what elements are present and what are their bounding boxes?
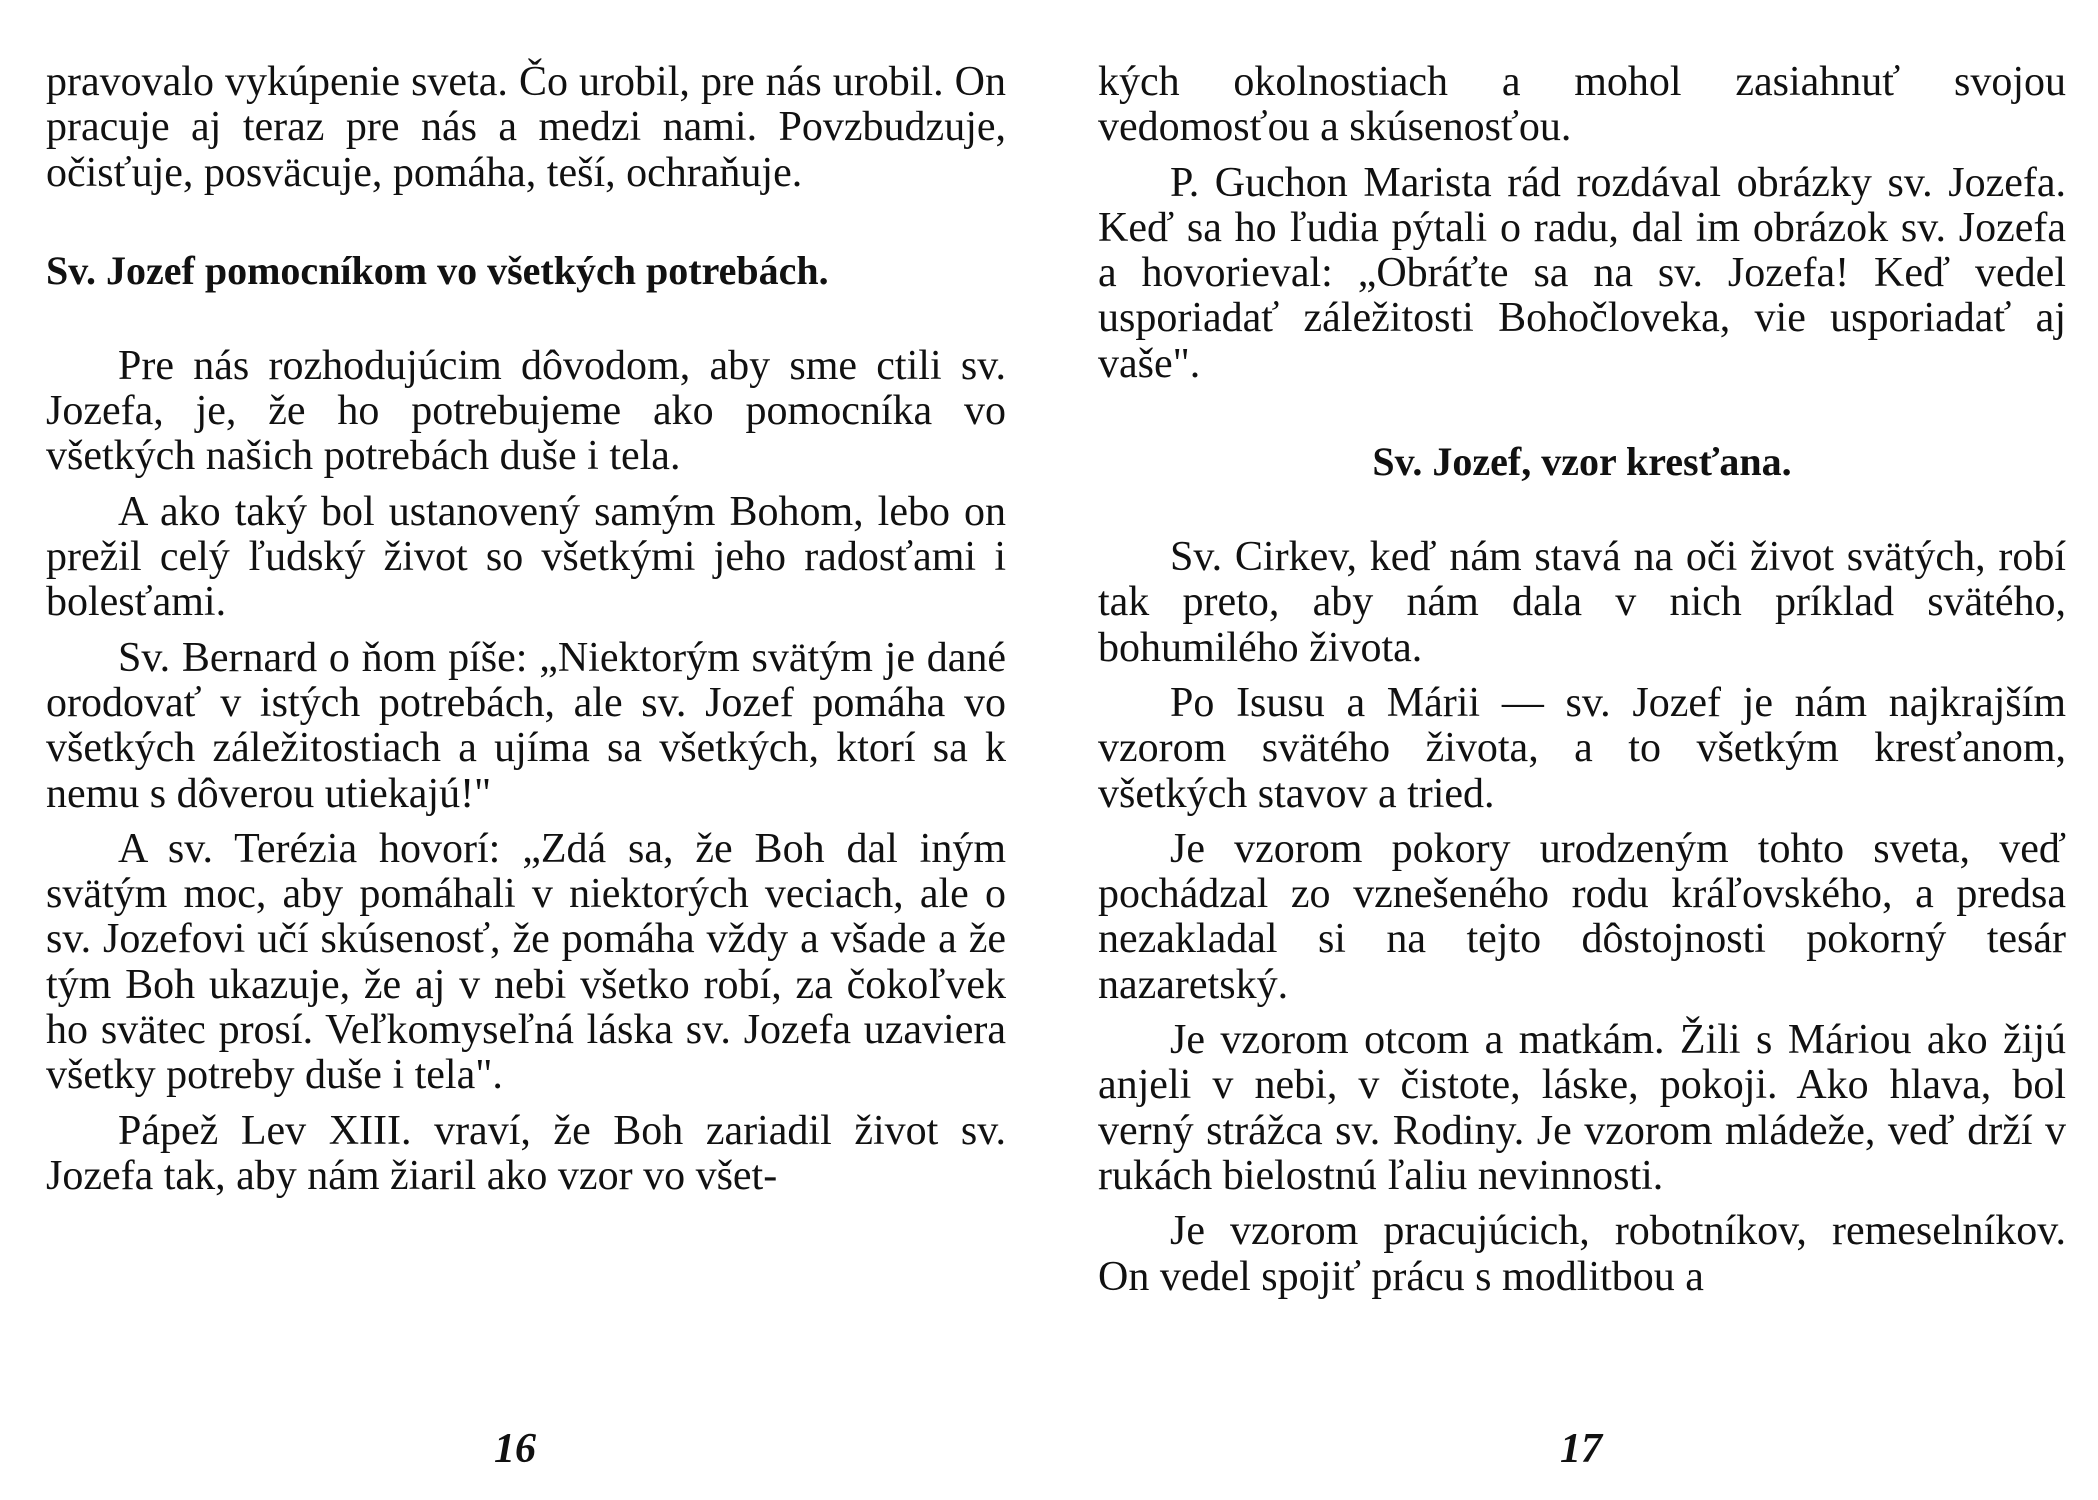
right-page: [1098, 60, 2066, 1300]
right-paragraph-3: Po Isusu a Márii — sv. Jozef je nám najkrajším vzorom svätého života, a to všetkým kresťanom, všetkých stavov a tried.: [1098, 679, 2066, 817]
right-intro-paragraph: kých okolnostiach a mohol zasiahnuť svojou vedomosťou a skúsenosťou.: [1098, 59, 2066, 151]
left-paragraph-1: Pre nás rozhodujúcim dôvodom, aby sme ctili sv. Jozefa, je, že ho potrebujeme ako pomocníka vo všetkých našich potrebách duše i tela.: [46, 342, 1006, 480]
left-paragraph-3: Sv. Bernard o ňom píše: „Niektorým svätým je dané orodovať v istých potrebách, ale sv. Jozef pomáha vo všetkých záležitostiach a ujíma sa všetkých, ktorí sa k nemu s dôverou utiekajú!": [46, 634, 1006, 817]
left-page: [46, 60, 1006, 1199]
left-intro-paragraph: pravovalo vykúpenie sveta. Čo urobil, pre nás urobil. On pracuje aj teraz pre nás a medzi nami. Povzbudzuje, očisťuje, posväcuje, pomáha, teší, ochraňuje.: [46, 59, 1006, 196]
right-paragraph-1: P. Guchon Marista rád rozdával obrázky sv. Jozefa. Keď sa ho ľudia pýtali o radu, dal im obrázok sv. Jozefa a hovorieval: „Obráťte sa na sv. Jozefa! Keď vedel usporiadať záležitosti Bohočloveka, vie usporiadať aj vaše".: [1098, 159, 2066, 387]
right-paragraph-4: Je vzorom pokory urodzeným tohto sveta, veď pochádzal zo vznešeného rodu kráľovského, a predsa nezakladal si na tejto dôstojnosti pokorný tesár nazaretský.: [1098, 825, 2066, 1008]
left-paragraph-4: A sv. Terézia hovorí: „Zdá sa, že Boh dal iným svätým moc, aby pomáhali v niektorých veciach, ale o sv. Jozefovi učí skúsenosť, že pomáha vždy a všade a že tým Boh ukazuje, že aj v nebi všetko robí, za čokoľvek ho svätec prosí. Veľkomyseľná láska sv. Jozefa uzaviera všetky potreby duše i tela".: [46, 825, 1006, 1099]
left-paragraph-5: Pápež Lev XIII. vraví, že Boh zariadil život sv. Jozefa tak, aby nám žiaril ako vzor vo všet-: [46, 1107, 1006, 1199]
right-paragraph-5: Je vzorom otcom a matkám. Žili s Máriou ako žijú anjeli v nebi, v čistote, láske, pokoji. Ako hlava, bol verný strážca sv. Rodiny. Je vzorom mládeže, veď drží v rukách bielostnú ľaliu nevinnosti.: [1098, 1017, 2066, 1199]
left-section-heading: Sv. Jozef pomocníkom vo všetkých potrebách.: [46, 247, 829, 293]
page-number-left: 16: [494, 1426, 536, 1472]
right-paragraph-2: Sv. Cirkev, keď nám stavá na oči život svätých, robí tak preto, aby nám dala v nich príklad svätého, bohumilého života.: [1098, 534, 2066, 671]
right-paragraph-6: Je vzorom pracujúcich, robotníkov, remeselníkov. On vedel spojiť prácu s modlitbou a: [1098, 1208, 2066, 1300]
left-paragraph-2: A ako taký bol ustanovený samým Bohom, lebo on prežil celý ľudský život so všetkými jeho radosťami i bolesťami.: [46, 488, 1006, 626]
page-number-right: 17: [1560, 1426, 1602, 1472]
right-section-heading: Sv. Jozef, vzor kresťana.: [1372, 439, 1792, 485]
